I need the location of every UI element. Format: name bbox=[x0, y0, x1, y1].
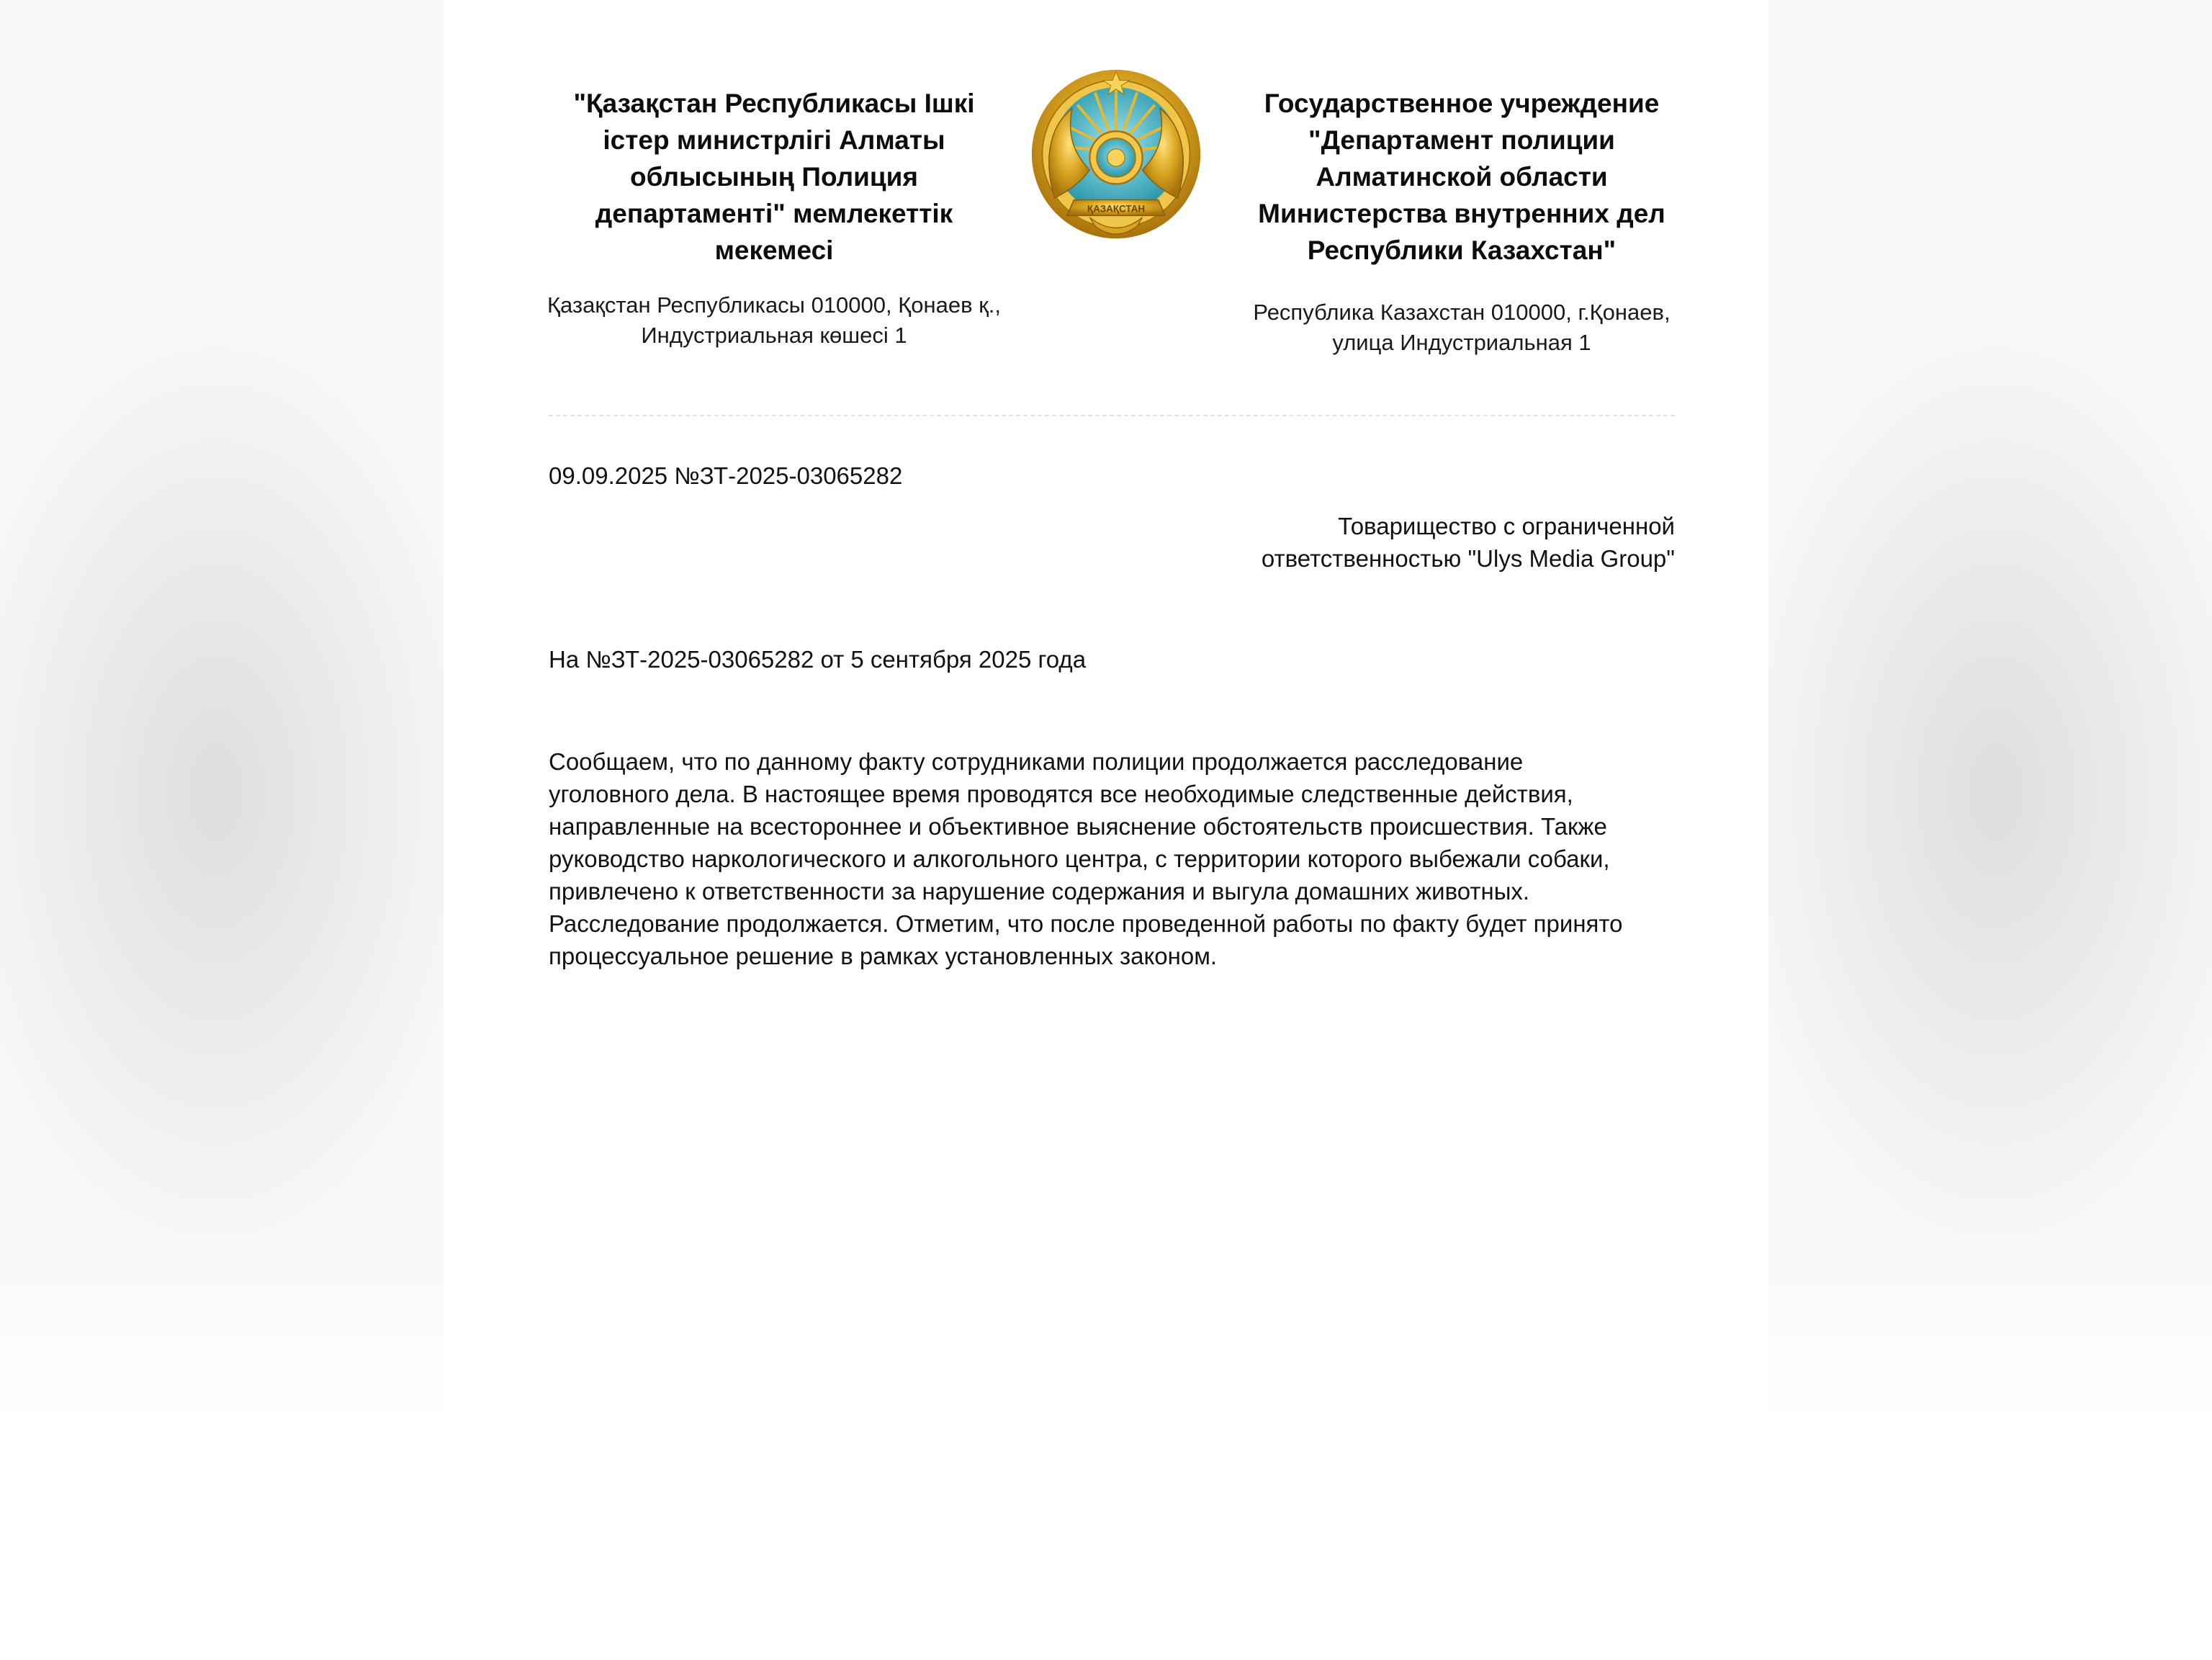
org-name-line: Республики Казахстан" bbox=[1307, 235, 1617, 265]
document-page bbox=[444, 0, 1768, 1660]
org-name-line: мекемесі bbox=[714, 235, 834, 265]
address-line: Индустриальная көшесі 1 bbox=[641, 323, 907, 348]
reference-line: На №ЗТ-2025-03065282 от 5 сентября 2025 года bbox=[549, 646, 1087, 673]
body-line: процессуальное решение в рамках установленных законом. bbox=[549, 943, 1218, 969]
address-line: улица Индустриальная 1 bbox=[1332, 330, 1591, 355]
body-line: привлечено к ответственности за нарушение содержания и выгула домашних животных. bbox=[549, 878, 1530, 905]
org-name-russian bbox=[1231, 85, 1692, 269]
address-kazakh bbox=[540, 290, 1008, 351]
org-name-kazakh bbox=[540, 85, 1008, 269]
body-line: руководство наркологического и алкогольного центра, с территории которого выбежали собаки, bbox=[549, 845, 1610, 872]
recipient-block bbox=[1171, 510, 1675, 575]
emblem-ribbon-text: ҚАЗАҚСТАН bbox=[1087, 203, 1146, 215]
org-name-line: облысының Полиция bbox=[630, 162, 918, 192]
body-line: Сообщаем, что по данному факту сотрудниками полиции продолжается расследование bbox=[549, 748, 1524, 775]
org-name-line: істер министрлігі Алматы bbox=[603, 125, 945, 155]
document-date-number: 09.09.2025 №ЗТ-2025-03065282 bbox=[549, 462, 903, 489]
header-divider bbox=[549, 415, 1675, 416]
address-russian bbox=[1231, 297, 1692, 358]
org-name-line: Государственное учреждение bbox=[1264, 89, 1660, 118]
org-name-line: "Департамент полиции bbox=[1308, 125, 1615, 155]
address-line: Қазақстан Республикасы 010000, Қонаев қ., bbox=[547, 292, 1002, 318]
recipient-line: Товарищество с ограниченной bbox=[1338, 513, 1675, 539]
letterhead-russian bbox=[1231, 85, 1692, 358]
org-name-line: Алматинской области bbox=[1316, 162, 1608, 192]
org-name-line: "Қазақстан Республикасы Ішкі bbox=[573, 89, 975, 118]
letterhead-kazakh bbox=[540, 85, 1008, 351]
body-line: направленные на всестороннее и объективное выяснение обстоятельств происшествия. Также bbox=[549, 813, 1607, 840]
body-line: уголовного дела. В настоящее время проводятся все необходимые следственные действия, bbox=[549, 781, 1573, 807]
org-name-line: департаменті" мемлекеттік bbox=[595, 199, 953, 228]
recipient-line: ответственностью "Ulys Media Group" bbox=[1261, 545, 1675, 572]
address-line: Республика Казахстан 010000, г.Қонаев, bbox=[1253, 300, 1671, 325]
org-name-line: Министерства внутренних дел bbox=[1258, 199, 1665, 228]
body-line: Расследование продолжается. Отметим, что после проведенной работы по факту будет принято bbox=[549, 910, 1623, 937]
kazakhstan-state-emblem-icon bbox=[1028, 66, 1204, 242]
letter-body bbox=[549, 745, 1686, 972]
